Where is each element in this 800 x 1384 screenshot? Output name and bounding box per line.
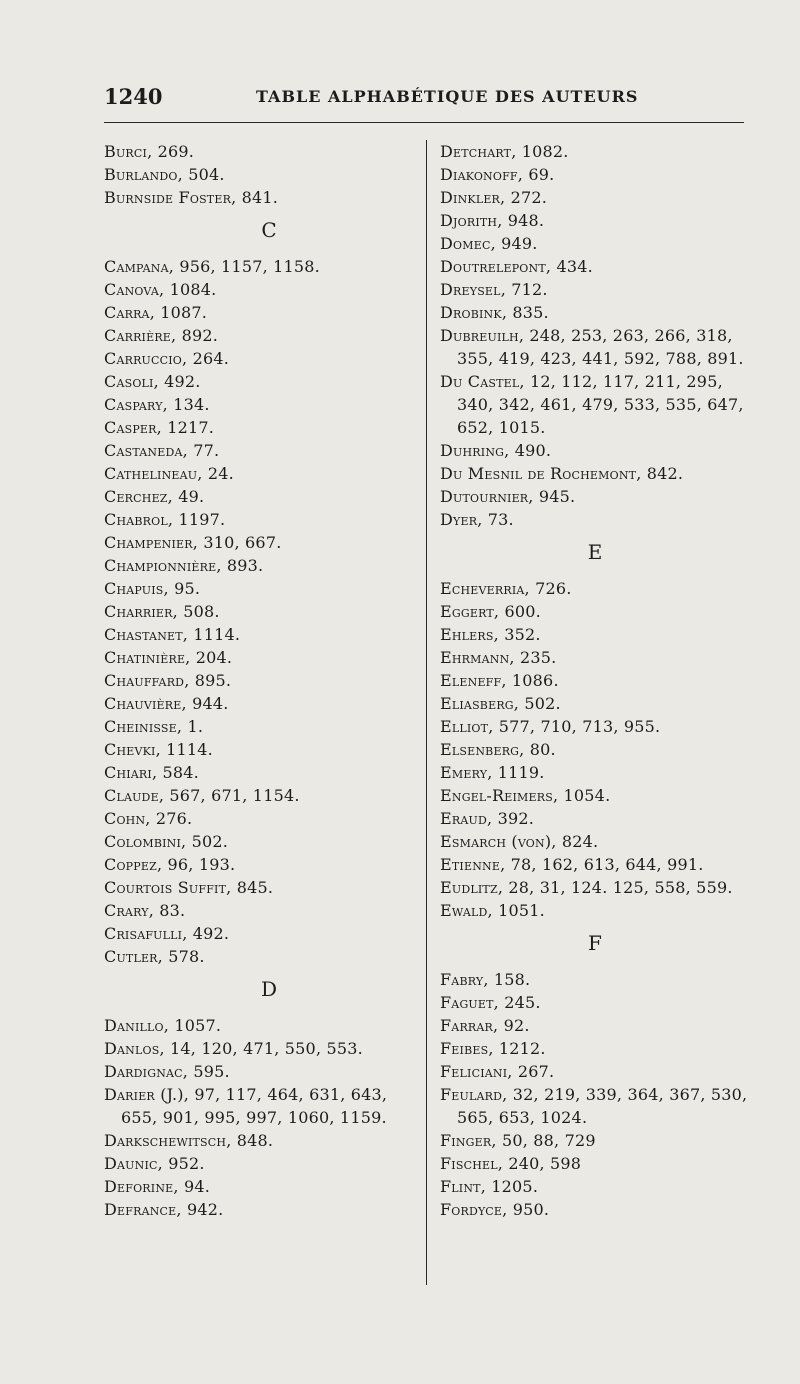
page-references: 267. [517, 1062, 555, 1081]
author-entry: Flint, 1205. [440, 1177, 539, 1196]
author-entry: Etienne, 78, 162, 613, 644, 991. [440, 855, 704, 874]
author-name: Ewald [440, 901, 488, 920]
author-entry: Du Castel, 12, 112, 117, 211, 295, 340, 342, 461, 479, 533, 535, 647, 652, 1015. [440, 372, 744, 437]
author-entry: Diakonoff, 69. [440, 165, 555, 184]
page-references-continued: 652, 1015. [457, 418, 546, 437]
page-references: 269. [157, 142, 195, 161]
author-entry: Deforine, 94. [104, 1177, 211, 1196]
author-name: Crisafulli [104, 924, 183, 943]
page-references: 892. [181, 326, 219, 345]
page-references: 240, 598 [508, 1154, 582, 1173]
page-references: 73. [487, 510, 514, 529]
author-entry: Ehlers, 352. [440, 625, 541, 644]
page-references: 567, 671, 1154. [169, 786, 300, 805]
section-letter-heading: F [588, 931, 602, 955]
author-name: Faguet [440, 993, 494, 1012]
author-entry: Carruccio, 264. [104, 349, 230, 368]
page-references: 948. [507, 211, 545, 230]
page-references: 1197. [178, 510, 226, 529]
author-entry: Feibes, 1212. [440, 1039, 546, 1058]
page-references: 502. [524, 694, 561, 713]
author-entry: Detchart, 1082. [440, 142, 569, 161]
author-entry: Elliot, 577, 710, 713, 955. [440, 717, 661, 736]
section-letter-heading: C [261, 218, 277, 242]
page-references: 845. [236, 878, 274, 897]
author-name: Feibes [440, 1039, 489, 1058]
author-entry: Chastanet, 1114. [104, 625, 241, 644]
page-references: 942. [186, 1200, 224, 1219]
author-name: Chiari [104, 763, 152, 782]
author-name: Courtois Suffit [104, 878, 227, 897]
author-name: Diakonoff [440, 165, 518, 184]
page-references: 78, 162, 613, 644, 991. [510, 855, 704, 874]
author-name: Burlando [104, 165, 178, 184]
author-entry: Fischel, 240, 598 [440, 1154, 582, 1173]
author-name: Fabry [440, 970, 484, 989]
author-entry: Fordyce, 950. [440, 1200, 550, 1219]
author-name: Chapuis [104, 579, 164, 598]
author-entry: Caspary, 134. [104, 395, 210, 414]
author-entry: Castaneda, 77. [104, 441, 220, 460]
author-name: Coppez [104, 855, 157, 874]
page-references: 14, 120, 471, 550, 553. [170, 1039, 363, 1058]
author-name: Feliciani [440, 1062, 508, 1081]
page-references: 848. [236, 1131, 274, 1150]
section-letter-heading: D [260, 977, 278, 1001]
page-references: 956, 1157, 1158. [179, 257, 320, 276]
author-entry: Cathelineau, 24. [104, 464, 234, 483]
author-name: Chabrol [104, 510, 168, 529]
page-header [104, 84, 744, 114]
author-entry: Chiari, 584. [104, 763, 199, 782]
author-name: Danillo [104, 1016, 164, 1035]
author-entry: Cerchez, 49. [104, 487, 205, 506]
page-references: 49. [178, 487, 205, 506]
page-references: 392. [497, 809, 535, 828]
author-entry: Charrier, 508. [104, 602, 220, 621]
author-entry: Cutler, 578. [104, 947, 205, 966]
page-references: 726. [535, 579, 572, 598]
author-name: Fordyce [440, 1200, 503, 1219]
page-references: 94. [183, 1177, 211, 1196]
page-references-continued: 340, 342, 461, 479, 533, 535, 647, [457, 395, 744, 414]
author-name: Dutournier [440, 487, 529, 506]
author-entry: Djorith, 948. [440, 211, 545, 230]
author-name: Dinkler [440, 188, 501, 207]
author-name: Flint [440, 1177, 481, 1196]
author-entry: Burci, 269. [104, 142, 195, 161]
page-references: 83. [159, 901, 186, 920]
page-references: 492. [192, 924, 230, 943]
author-name: Detchart [440, 142, 512, 161]
author-name: Dubreuilh [440, 326, 519, 345]
author-entry: Eggert, 600. [440, 602, 541, 621]
page-references: 1205. [491, 1177, 539, 1196]
page-references: 235. [520, 648, 557, 667]
author-entry: Emery, 1119. [440, 763, 545, 782]
page-references: 1114. [193, 625, 241, 644]
author-entry: Cohn, 276. [104, 809, 193, 828]
author-name: Carra [104, 303, 150, 322]
author-entry: Engel-Reimers, 1054. [440, 786, 611, 805]
page-references: 1054. [563, 786, 611, 805]
author-entry: Championnière, 893. [104, 556, 264, 575]
author-name: Doutrelepont [440, 257, 546, 276]
author-name: Cerchez [104, 487, 168, 506]
author-name: Danlos [104, 1039, 160, 1058]
page-references: 69. [528, 165, 555, 184]
page-references: 352. [504, 625, 541, 644]
page-references: 578. [168, 947, 205, 966]
author-entry: Daunic, 952. [104, 1154, 205, 1173]
page-references: 1212. [498, 1039, 546, 1058]
page-references: 504. [188, 165, 225, 184]
author-name: Engel-Reimers [440, 786, 553, 805]
author-entry: Darier (J.), 97, 117, 464, 631, 643, 655, 901, 995, 997, 1060, 1159. [104, 1083, 414, 1129]
author-entry: Esmarch (von), 824. [440, 832, 599, 851]
author-entry: Feulard, 32, 219, 339, 364, 367, 530, 565, 653, 1024. [440, 1085, 748, 1127]
author-name: Darier (J.) [104, 1085, 184, 1104]
author-entry: Darkschewitsch, 848. [104, 1131, 274, 1150]
author-entry: Chauvière, 944. [104, 694, 229, 713]
page-references: 434. [556, 257, 593, 276]
author-entry: Dyer, 73. [440, 510, 514, 529]
author-name: Dreysel [440, 280, 501, 299]
author-name: Deforine [104, 1177, 174, 1196]
author-entry: Cheinisse, 1. [104, 717, 204, 736]
author-name: Chauvière [104, 694, 182, 713]
author-name: Dyer [440, 510, 478, 529]
author-entry: Eleneff, 1086. [440, 671, 559, 690]
author-entry: Dardignac, 595. [104, 1062, 230, 1081]
author-entry: Duhring, 490. [440, 441, 552, 460]
author-entry: Danlos, 14, 120, 471, 550, 553. [104, 1039, 363, 1058]
author-name: Chatinière [104, 648, 186, 667]
author-name: Eleneff [440, 671, 502, 690]
author-entry: Elsenberg, 80. [440, 740, 556, 759]
page-references: 1217. [167, 418, 215, 437]
author-entry: Faguet, 245. [440, 993, 541, 1012]
header-rule [104, 122, 744, 123]
author-name: Carruccio [104, 349, 183, 368]
author-name: Darkschewitsch [104, 1131, 227, 1150]
author-name: Fischel [440, 1154, 498, 1173]
author-entry: Chauffard, 895. [104, 671, 232, 690]
author-name: Feulard [440, 1085, 503, 1104]
page-references: 272. [510, 188, 548, 207]
page-references: 204. [195, 648, 233, 667]
author-entry: Chevki, 1114. [104, 740, 213, 759]
author-name: Farrar [440, 1016, 494, 1035]
page-references: 95. [174, 579, 201, 598]
author-name: Echeverria [440, 579, 525, 598]
author-name: Domec [440, 234, 491, 253]
author-name: Elliot [440, 717, 489, 736]
author-name: Canova [104, 280, 159, 299]
author-name: Carrière [104, 326, 172, 345]
page-references-continued: 565, 653, 1024. [457, 1108, 588, 1127]
author-name: Caspary [104, 395, 163, 414]
page-references: 28, 31, 124. 125, 558, 559. [508, 878, 733, 897]
author-entry: Chapuis, 95. [104, 579, 201, 598]
page-references: 600. [504, 602, 541, 621]
page-references: 97, 117, 464, 631, 643, [194, 1085, 388, 1104]
author-name: Dardignac [104, 1062, 183, 1081]
author-name: Champenier [104, 533, 193, 552]
page-title: TABLE ALPHABÉTIQUE DES AUTEURS [256, 87, 639, 106]
author-entry: Coppez, 96, 193. [104, 855, 236, 874]
page-references: 264. [192, 349, 230, 368]
author-name: Elsenberg [440, 740, 520, 759]
page-references: 50, 88, 729 [501, 1131, 596, 1150]
author-name: Claude [104, 786, 159, 805]
author-name: Chauffard [104, 671, 185, 690]
author-entry: Casoli, 492. [104, 372, 201, 391]
author-name: Djorith [440, 211, 498, 230]
page-references: 595. [193, 1062, 230, 1081]
page-references: 96, 193. [167, 855, 236, 874]
page-number: 1240 [104, 84, 163, 109]
author-name: Chevki [104, 740, 156, 759]
author-entry: Defrance, 942. [104, 1200, 224, 1219]
author-name: Crary [104, 901, 149, 920]
author-name: Campana [104, 257, 169, 276]
page-references: 248, 253, 263, 266, 318, [529, 326, 733, 345]
author-name: Finger [440, 1131, 492, 1150]
page-references: 584. [162, 763, 199, 782]
page-references: 1114. [166, 740, 213, 759]
page-references: 492. [164, 372, 201, 391]
author-name: Cathelineau [104, 464, 198, 483]
page-references: 77. [193, 441, 220, 460]
author-name: Duhring [440, 441, 505, 460]
author-entry: Carra, 1087. [104, 303, 208, 322]
author-entry: Dreysel, 712. [440, 280, 548, 299]
author-entry: Courtois Suffit, 845. [104, 878, 274, 897]
author-entry: Eraud, 392. [440, 809, 535, 828]
author-name: Eliasberg [440, 694, 514, 713]
author-name: Ehlers [440, 625, 494, 644]
author-entry: Eliasberg, 502. [440, 694, 561, 713]
page-references: 24. [207, 464, 234, 483]
page-references: 1057. [174, 1016, 222, 1035]
author-name: Etienne [440, 855, 501, 874]
author-entry: Chatinière, 204. [104, 648, 233, 667]
author-entry: Finger, 50, 88, 729 [440, 1131, 596, 1150]
author-entry: Echeverria, 726. [440, 579, 572, 598]
page-references: 1119. [497, 763, 545, 782]
author-entry: Campana, 956, 1157, 1158. [104, 257, 320, 276]
author-entry: Ehrmann, 235. [440, 648, 557, 667]
page-references: 950. [512, 1200, 550, 1219]
page-references: 1051. [498, 901, 545, 920]
author-name: Championnière [104, 556, 217, 575]
page-references: 134. [173, 395, 210, 414]
author-entry: Burlando, 504. [104, 165, 225, 184]
author-entry: Claude, 567, 671, 1154. [104, 786, 300, 805]
page-references: 895. [194, 671, 232, 690]
author-name: Casoli [104, 372, 154, 391]
page-references-continued: 355, 419, 423, 441, 592, 788, 891. [457, 349, 744, 368]
section-letter-heading: E [587, 540, 603, 564]
author-entry: Doutrelepont, 434. [440, 257, 593, 276]
page-references: 92. [503, 1016, 530, 1035]
page-references: 276. [155, 809, 193, 828]
author-name: Du Castel [440, 372, 520, 391]
page-references: 1082. [521, 142, 569, 161]
author-name: Cutler [104, 947, 158, 966]
author-entry: Colombini, 502. [104, 832, 229, 851]
page-references: 32, 219, 339, 364, 367, 530, [512, 1085, 748, 1104]
author-name: Cohn [104, 809, 146, 828]
page-references: 1086. [511, 671, 559, 690]
page-references: 508. [183, 602, 220, 621]
page-references: 945. [538, 487, 576, 506]
author-name: Defrance [104, 1200, 177, 1219]
author-name: Chastanet [104, 625, 183, 644]
author-name: Eggert [440, 602, 494, 621]
author-entry: Champenier, 310, 667. [104, 533, 282, 552]
page-references: 158. [493, 970, 531, 989]
page-references: 949. [501, 234, 538, 253]
author-name: Du Mesnil de Rochemont [440, 464, 637, 483]
left-column [104, 140, 414, 1221]
page-references: 712. [511, 280, 548, 299]
author-entry: Crary, 83. [104, 901, 186, 920]
author-entry: Danillo, 1057. [104, 1016, 222, 1035]
author-name: Esmarch (von) [440, 832, 552, 851]
page-references: 577, 710, 713, 955. [498, 717, 661, 736]
author-name: Eraud [440, 809, 487, 828]
author-entry: Domec, 949. [440, 234, 538, 253]
page-references: 310, 667. [203, 533, 282, 552]
author-entry: Chabrol, 1197. [104, 510, 226, 529]
page-references: 245. [504, 993, 541, 1012]
page-references: 944. [192, 694, 229, 713]
author-entry: Canova, 1084. [104, 280, 217, 299]
author-name: Burci [104, 142, 148, 161]
author-entry: Du Mesnil de Rochemont, 842. [440, 464, 684, 483]
page-references: 502. [191, 832, 229, 851]
right-column [440, 140, 748, 1221]
page-references: 1. [187, 717, 204, 736]
page-references: 842. [646, 464, 684, 483]
page-references-continued: 655, 901, 995, 997, 1060, 1159. [121, 1108, 387, 1127]
author-entry: Burnside Foster, 841. [104, 188, 279, 207]
author-name: Cheinisse [104, 717, 177, 736]
page-references: 1087. [160, 303, 208, 322]
author-entry: Casper, 1217. [104, 418, 215, 437]
author-entry: Eudlitz, 28, 31, 124. 125, 558, 559. [440, 878, 733, 897]
column-divider [426, 140, 427, 1285]
author-name: Drobink [440, 303, 502, 322]
author-name: Ehrmann [440, 648, 510, 667]
author-name: Eudlitz [440, 878, 498, 897]
page-references: 824. [561, 832, 599, 851]
author-name: Casper [104, 418, 157, 437]
author-entry: Fabry, 158. [440, 970, 531, 989]
author-entry: Feliciani, 267. [440, 1062, 555, 1081]
author-entry: Crisafulli, 492. [104, 924, 230, 943]
author-entry: Ewald, 1051. [440, 901, 545, 920]
author-name: Colombini [104, 832, 182, 851]
author-entry: Carrière, 892. [104, 326, 219, 345]
author-name: Burnside Foster [104, 188, 232, 207]
author-entry: Dutournier, 945. [440, 487, 576, 506]
author-name: Daunic [104, 1154, 158, 1173]
author-entry: Dubreuilh, 248, 253, 263, 266, 318, 355, 419, 423, 441, 592, 788, 891. [440, 326, 744, 368]
author-name: Charrier [104, 602, 173, 621]
author-entry: Dinkler, 272. [440, 188, 548, 207]
page-references: 1084. [169, 280, 217, 299]
page-references: 12, 112, 117, 211, 295, [529, 372, 723, 391]
page-references: 952. [168, 1154, 205, 1173]
page-references: 841. [241, 188, 279, 207]
author-entry: Farrar, 92. [440, 1016, 530, 1035]
author-entry: Drobink, 835. [440, 303, 549, 322]
page-references: 490. [514, 441, 552, 460]
page-references: 893. [226, 556, 264, 575]
author-name: Castaneda [104, 441, 183, 460]
author-name: Emery [440, 763, 488, 782]
page-references: 835. [512, 303, 549, 322]
page-references: 80. [529, 740, 556, 759]
